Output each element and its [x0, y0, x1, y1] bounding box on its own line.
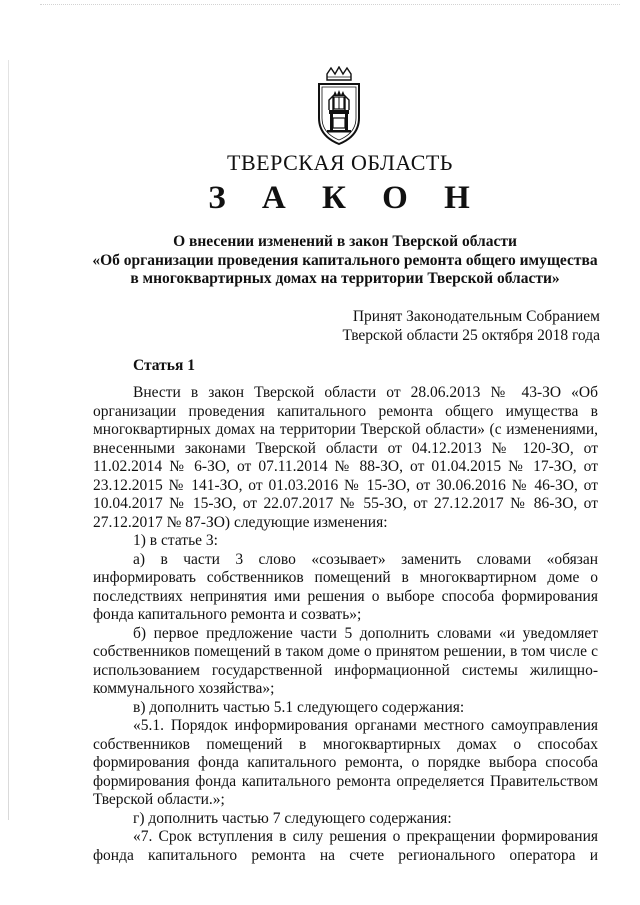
article-heading: Статья 1 [133, 357, 195, 374]
paragraph: в) дополнить частью 5.1 следующего содержания: [133, 698, 465, 716]
paragraph: г) дополнить частью 7 следующего содержания: [133, 809, 452, 827]
document-title [80, 233, 610, 289]
paragraph: «5.1. Порядок информирования органами местного самоуправления собственников помещений в многоквартирных домах о способах формирования фонда капитального ремонта, о порядке выбора способа формирования фонда капитального ремонта определяется Правительством Тверской области.»; [93, 717, 598, 808]
title-line: О внесении изменений в закон Тверской области [173, 233, 517, 250]
adoption-note [343, 307, 601, 345]
paragraph: Внести в закон Тверской области от 28.06.2013 № 43-ЗО «Об организации проведения капитального ремонта общего имущества в многоквартирных домах на территории Тверской области» (с изменениями, внесенными законами Тверской области от 04.12.2013 № 120-ЗО, от 11.02.2014 № 6-ЗО, от 07.11.2014 № 88-ЗО, от 01.04.2015 № 17-ЗО, от 23.12.2015 № 141-ЗО, от 01.03.2016 № 15-ЗО, от 30.06.2016 № 46-ЗО, от 10.04.2017 № 15-ЗО, от 22.07.2017 № 55-ЗО, от 27.12.2017 № 86-ЗО, от 27.12.2017 № 87-ЗО) следующие изменения: [93, 384, 598, 531]
region-name: ТВЕРСКАЯ ОБЛАСТЬ [227, 150, 453, 175]
title-line: в многоквартирных домах на территории Тверской области» [130, 270, 560, 287]
paragraph: «7. Срок вступления в силу решения о прекращении формирования фонда капитального ремонта на счете регионального оператора и [93, 828, 598, 864]
paragraph: 1) в статье 3: [133, 532, 218, 549]
document-type: З А К О Н [208, 180, 484, 216]
article-body [93, 384, 598, 865]
adoption-line: Тверской области 25 октября 2018 года [342, 327, 600, 344]
paragraph: а) в части 3 слово «созывает» заменить словами «обязан информировать собственников помещений в многоквартирном доме о последствиях непринятия ими решения о выборе способа формирования фонда капитального ремонта и созвать»; [93, 550, 598, 623]
paragraph: б) первое предложение части 5 дополнить словами «и уведомляет собственников помещений в таком доме о принятом решении, в том числе с использованием государственной информационной системы жилищно-коммунального хозяйства»; [93, 624, 598, 697]
title-line: «Об организации проведения капитального ремонта общего имущества [92, 251, 598, 269]
adoption-line: Принят Законодательным Собранием [352, 308, 600, 325]
scan-artifact-top [40, 4, 620, 6]
tver-coat-of-arms-icon [315, 66, 363, 146]
